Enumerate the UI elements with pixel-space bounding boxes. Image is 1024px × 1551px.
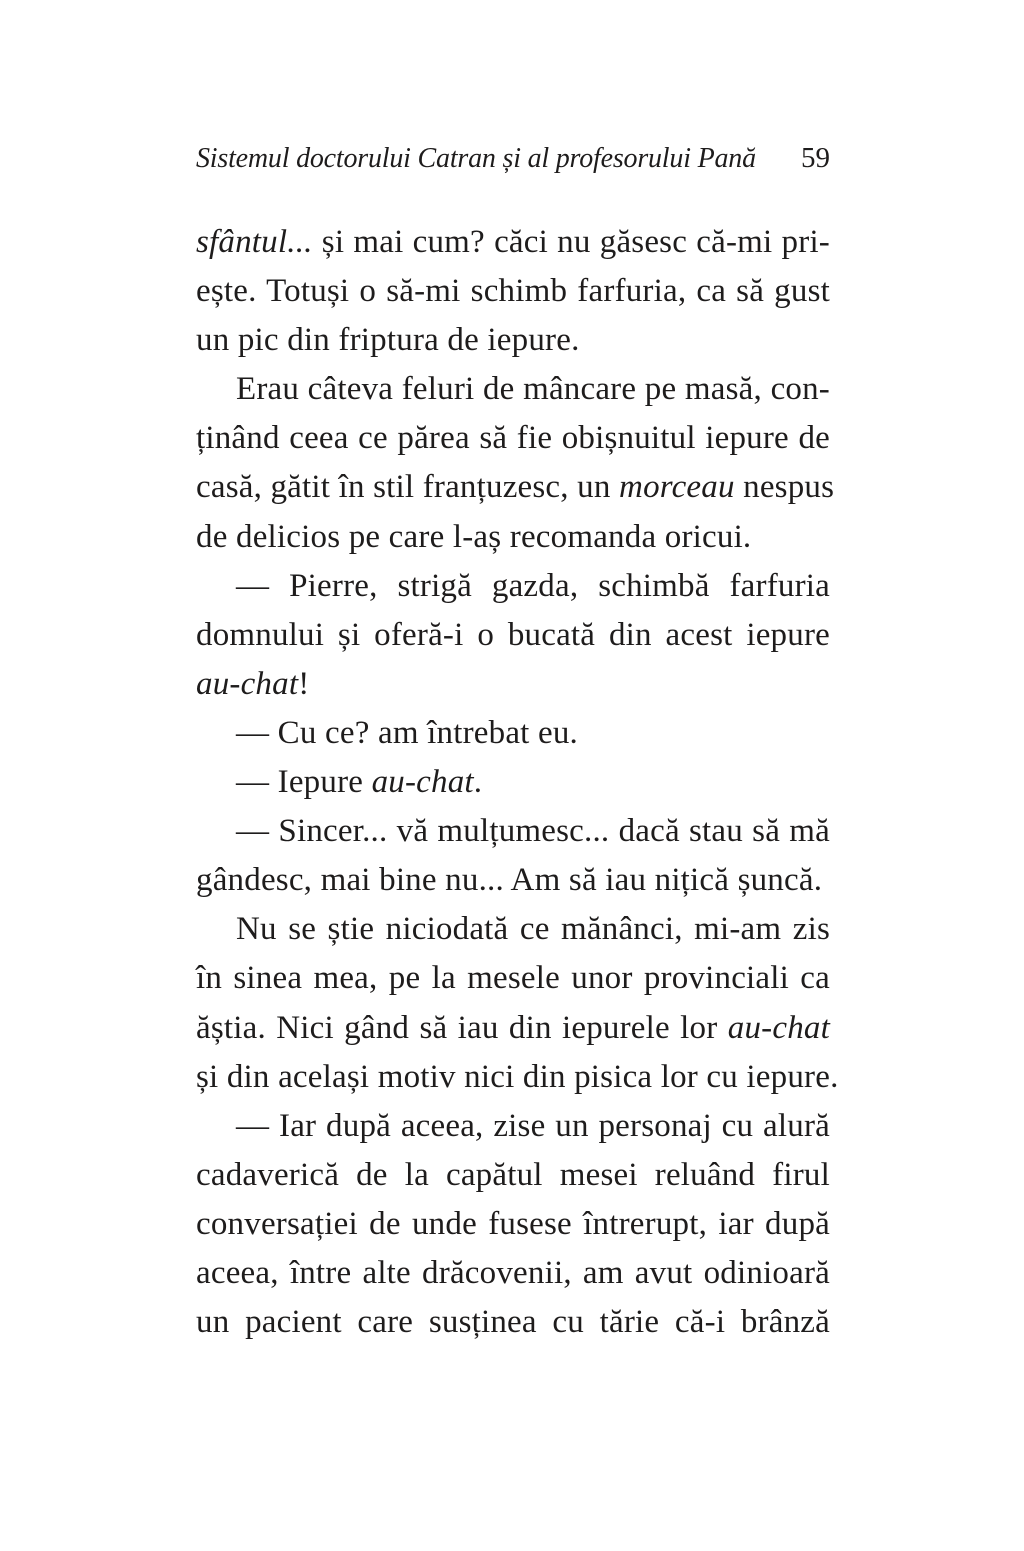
italic-word: sfântul... [196,224,313,260]
text-span: casă, gătit în stil franțuzesc, un [196,469,620,506]
italic-word: au-chat [727,1009,830,1046]
text-line: Erau câteva feluri de mâncare pe masă, con- [236,371,830,408]
text-line [196,218,830,267]
text-line: și din același motiv nici din pisica lor cu iepure. [196,1058,839,1095]
text-span: nespus [734,469,835,506]
italic-word: au-chat [371,764,474,801]
text-line: — Sincer... vă mulțumesc... dacă stau să mă [236,813,830,850]
text-line: aceea, între alte drăcovenii, am avut odinioară [196,1254,830,1291]
text-line [196,660,830,709]
text-span: și mai cum? căci nu găsesc că-mi pri- [312,224,830,260]
text-line: Nu se știe niciodată ce mănânci, mi-am zis [236,911,830,948]
italic-word: au-chat [196,665,299,702]
text-line: conversației de unde fusese întrerupt, iar după [196,1205,830,1242]
running-title: Sistemul doctorului Catran și al profesorului Pană [196,143,756,174]
running-head [196,138,830,178]
text-line: gândesc, mai bine nu... Am să iau nițică șuncă. [196,862,823,899]
text-span: . [473,764,483,801]
text-line: — Iar după aceea, zise un personaj cu alură [236,1107,830,1144]
text-line: ește. Totuși o să-mi schimb farfuria, ca să gust [196,273,830,310]
text-line: în sinea mea, pe la mesele unor provinciali ca [196,960,830,997]
text-line: de delicios pe care l-aș recomanda oricui. [196,518,752,555]
text-line [196,1004,830,1053]
text-line [196,463,835,512]
text-span: — Iepure [236,764,372,801]
text-line [196,758,830,807]
text-line: ținând ceea ce părea să fie obișnuitul iepure de [196,420,830,457]
text-span: ! [298,665,310,702]
text-line: — Cu ce? am întrebat eu. [236,714,579,751]
text-span: ăștia. Nici gând să iau din iepurele lor [196,1009,728,1046]
text-line: un pacient care susținea cu tărie că-i brânză [196,1304,830,1341]
text-line: un pic din friptura de iepure. [196,322,580,359]
text-line: — Pierre, strigă gazda, schimbă farfuria [236,567,830,604]
text-line: cadaverică de la capătul mesei reluând firul [196,1156,830,1193]
text-line: domnului și oferă-i o bucată din acest iepure [196,616,830,653]
italic-word: morceau [619,469,735,506]
page-number: 59 [801,142,830,174]
body-text [196,218,839,1347]
